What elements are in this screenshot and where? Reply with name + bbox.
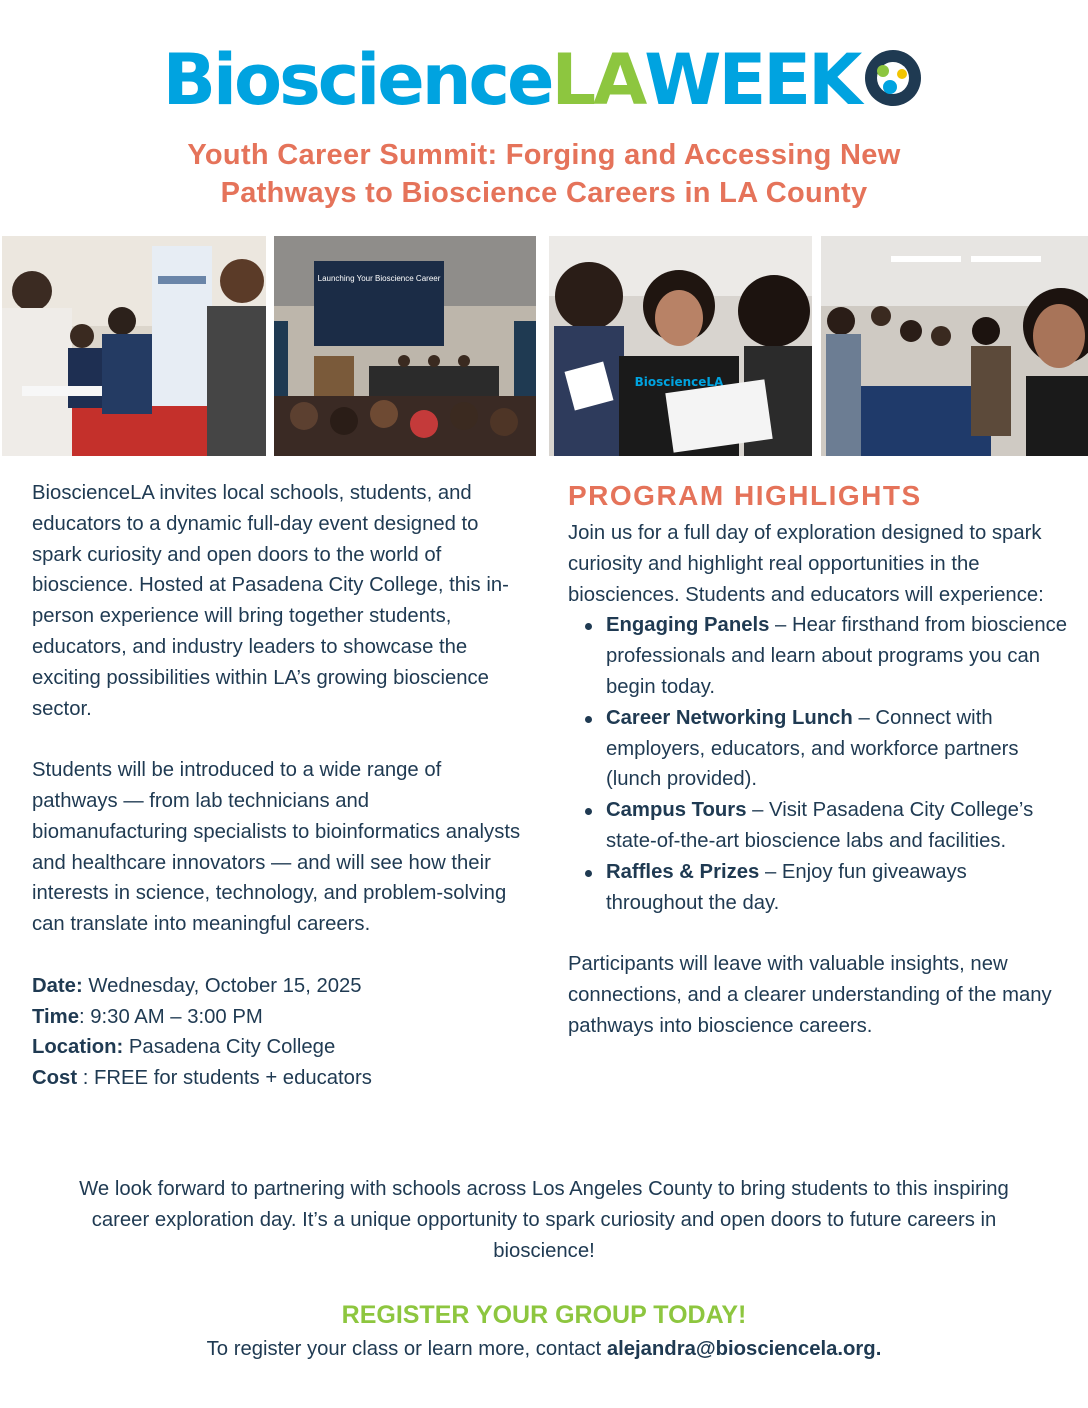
- list-item: [568, 857, 1068, 919]
- detail-time: [32, 1002, 524, 1033]
- detail-label: Date:: [32, 974, 83, 997]
- list-item: [568, 610, 1068, 702]
- closing-paragraph: We look forward to partnering with schools across Los Angeles County to bring students to this inspiring career exploration day. It’s a unique opportunity to spark curiosity and open doors to future careers in bioscience!: [79, 1178, 1009, 1262]
- detail-value: : 9:30 AM – 3:00 PM: [78, 1005, 263, 1028]
- detail-value: Wednesday, October 15, 2025: [82, 974, 362, 997]
- logo-word-week: WEEK: [644, 39, 860, 121]
- detail-location: [32, 1032, 524, 1063]
- detail-label: Cost: [32, 1067, 78, 1090]
- highlight-text: – Hear firsthand from bioscience professionals and learn about programs you can begin today.: [606, 614, 1068, 698]
- detail-date: [32, 971, 524, 1002]
- contact-line: [0, 1334, 1088, 1364]
- shirt-logo-text: BioscienceLA: [634, 375, 724, 389]
- intro-paragraph-2: Students will be introduced to a wide range of pathways — from lab technicians and biomanufacturing specialists to bioinformatics analysts and healthcare innovators — and will see how their interests in science, technology, and problem-solving can translate into meaningful careers.: [32, 759, 521, 936]
- bullet-icon: [585, 808, 592, 815]
- highlights-outro: Participants will leave with valuable insights, new connections, and a clearer understanding of the many pathways into bioscience careers.: [568, 953, 1052, 1037]
- event-logo: [0, 38, 1088, 122]
- highlight-text: – Connect with employers, educators, and workforce partners (lunch provided).: [606, 706, 1019, 791]
- photo-career-fair: [821, 236, 1088, 456]
- detail-value: Pasadena City College: [123, 1036, 336, 1059]
- right-column: [568, 478, 1068, 1042]
- left-column: [32, 478, 524, 1094]
- program-highlights-heading: PROGRAM HIGHLIGHTS: [568, 480, 922, 511]
- subtitle-line-1: Youth Career Summit: Forging and Accessing New: [187, 139, 901, 171]
- highlights-intro: Join us for a full day of exploration designed to spark curiosity and highlight real opportunities in the biosciences. Students and educators will experience:: [568, 522, 1044, 606]
- highlight-text: – Visit Pasadena City College’s state-of-the-art bioscience labs and facilities.: [606, 799, 1034, 852]
- highlight-title: Engaging Panels: [606, 614, 770, 637]
- list-item: [568, 795, 1068, 857]
- logo-circle-icon: [861, 46, 925, 115]
- bullet-icon: [585, 716, 592, 723]
- photo-panel-auditorium: [274, 236, 536, 456]
- photo-networking-table: [2, 236, 266, 456]
- event-subtitle: [0, 136, 1088, 212]
- bullet-icon: [585, 870, 592, 877]
- detail-label: Time: [32, 1005, 79, 1028]
- intro-paragraph-1: BioscienceLA invites local schools, students, and educators to a dynamic full-day event designed to spark curiosity and open doors to the world of bioscience. Hosted at Pasadena City College, this in-person experience will bring together students, educators, and industry leaders to showcase the exciting possibilities within LA’s growing bioscience sector.: [32, 482, 509, 720]
- event-details: [32, 971, 524, 1094]
- projector-screen-text: Launching Your Bioscience Career: [317, 274, 441, 283]
- list-item: [568, 703, 1068, 795]
- highlight-text: – Enjoy fun giveaways throughout the day.: [606, 860, 967, 914]
- highlight-title: Campus Tours: [606, 799, 747, 822]
- highlights-list: [568, 610, 1068, 918]
- register-heading: REGISTER YOUR GROUP TODAY!: [341, 1301, 747, 1329]
- detail-value: : FREE for students + educators: [77, 1067, 372, 1090]
- contact-email-link[interactable]: alejandra@biosciencela.org.: [606, 1338, 882, 1360]
- bullet-icon: [585, 623, 592, 630]
- photo-students-reading: [549, 236, 812, 456]
- logo-word-la: LA: [551, 39, 645, 121]
- detail-cost: [32, 1063, 524, 1094]
- logo-word-bioscience: Bioscience: [162, 39, 552, 121]
- highlight-title: Raffles & Prizes: [606, 860, 760, 883]
- contact-text: To register your class or learn more, contact: [206, 1338, 607, 1360]
- highlight-title: Career Networking Lunch: [606, 706, 853, 729]
- subtitle-line-2: Pathways to Bioscience Careers in LA County: [220, 177, 868, 209]
- detail-label: Location:: [32, 1036, 124, 1059]
